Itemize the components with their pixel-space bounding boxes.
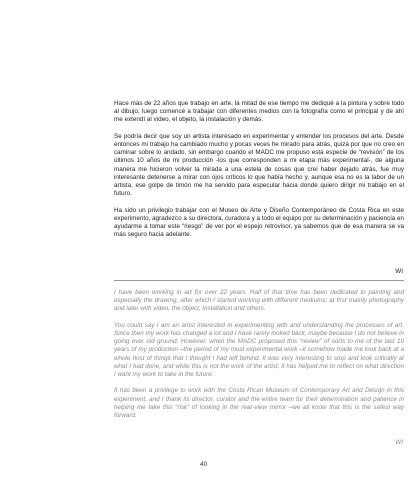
spanish-paragraph-3: Ha sido un privilegio trabajar con el Museo de Arte y Diseño Contemporáneo de Costa Rica en este experimento, agradezco a su directora, curadora y a todo el equipo por su determinación y paciencia en ayudarme a tomar este “riesgo” de ver por el espejo retrovisor, ya sabemos que de esa manera se va más seguro hacia adelante.: [114, 206, 404, 239]
english-paragraph-3: It has been a privilege to work with the Costa Rican Museum of Contemporary Art and Design in this experiment, and I thank its director, curator and the entire team for their determination and patience in helping me take this “risk” of looking in the rear-view mirror –we all know that this is the safest way forward.: [114, 387, 404, 420]
spanish-text-block: [114, 100, 404, 248]
english-signature: WI: [395, 439, 403, 446]
page-number: 40: [200, 461, 208, 468]
spanish-signature: WI: [395, 268, 403, 275]
section-divider: [114, 280, 404, 281]
spanish-paragraph-1: Hace más de 22 años que trabajo en arte, la mitad de ese tiempo me dediqué a la pintura y sobre todo al dibujo, luego comencé a trabajar con diferentes medios con la fotografía como el principal y de ahí me extendí al video, el objeto, la instalación y demás.: [114, 100, 404, 124]
spanish-paragraph-2: Se podría decir que soy un artista interesado en experimentar y entender los procesos del arte. Desde entonces mi trabajo ha cambiado mucho y pocas veces he mirado para atrás, quizá por que no creo en caminar sobre lo andado, sin embargo cuando el MADC me propuso esta especie de “revisión” de los últimos 10 años de mi producción -los que corresponden a mi etapa más experimental-, de alguna manera me hicieron volver la mirada a una estela de cosas que creí haber dejado atrás, fue muy interesante detenerse a mirar con ojos críticos lo que había hecho y, aunque esa no es la labor de un artista, ese golpe de timón me ha servido para especular hacia donde quiero dirigir mi trabajo en el futuro.: [114, 132, 404, 198]
english-paragraph-1: I have been working in art for over 22 years. Half of that time has been dedicated to painting and especially the drawing, after which I started working with different mediums; at first mainly photography and later with video, the object, installation and others.: [114, 289, 404, 313]
english-paragraph-2: You could say I am an artist interested in experimenting with and understanding the processes of art. Since then my work has changed a lot and I have rarely looked back, maybe because I do not believe in going over old ground. However, when the MADC proposed this “review” of sorts to me of the last 10 years of my production –the period of my most experimental work –it somehow made me look back at a whole host of things that I thought I had left behind. It was very interesting to stop and look critically at what I had done, and while this is not the work of the artist, it has helped me to reflect on what direction I want my work to take in the future.: [114, 321, 404, 379]
english-text-block: [114, 289, 404, 428]
